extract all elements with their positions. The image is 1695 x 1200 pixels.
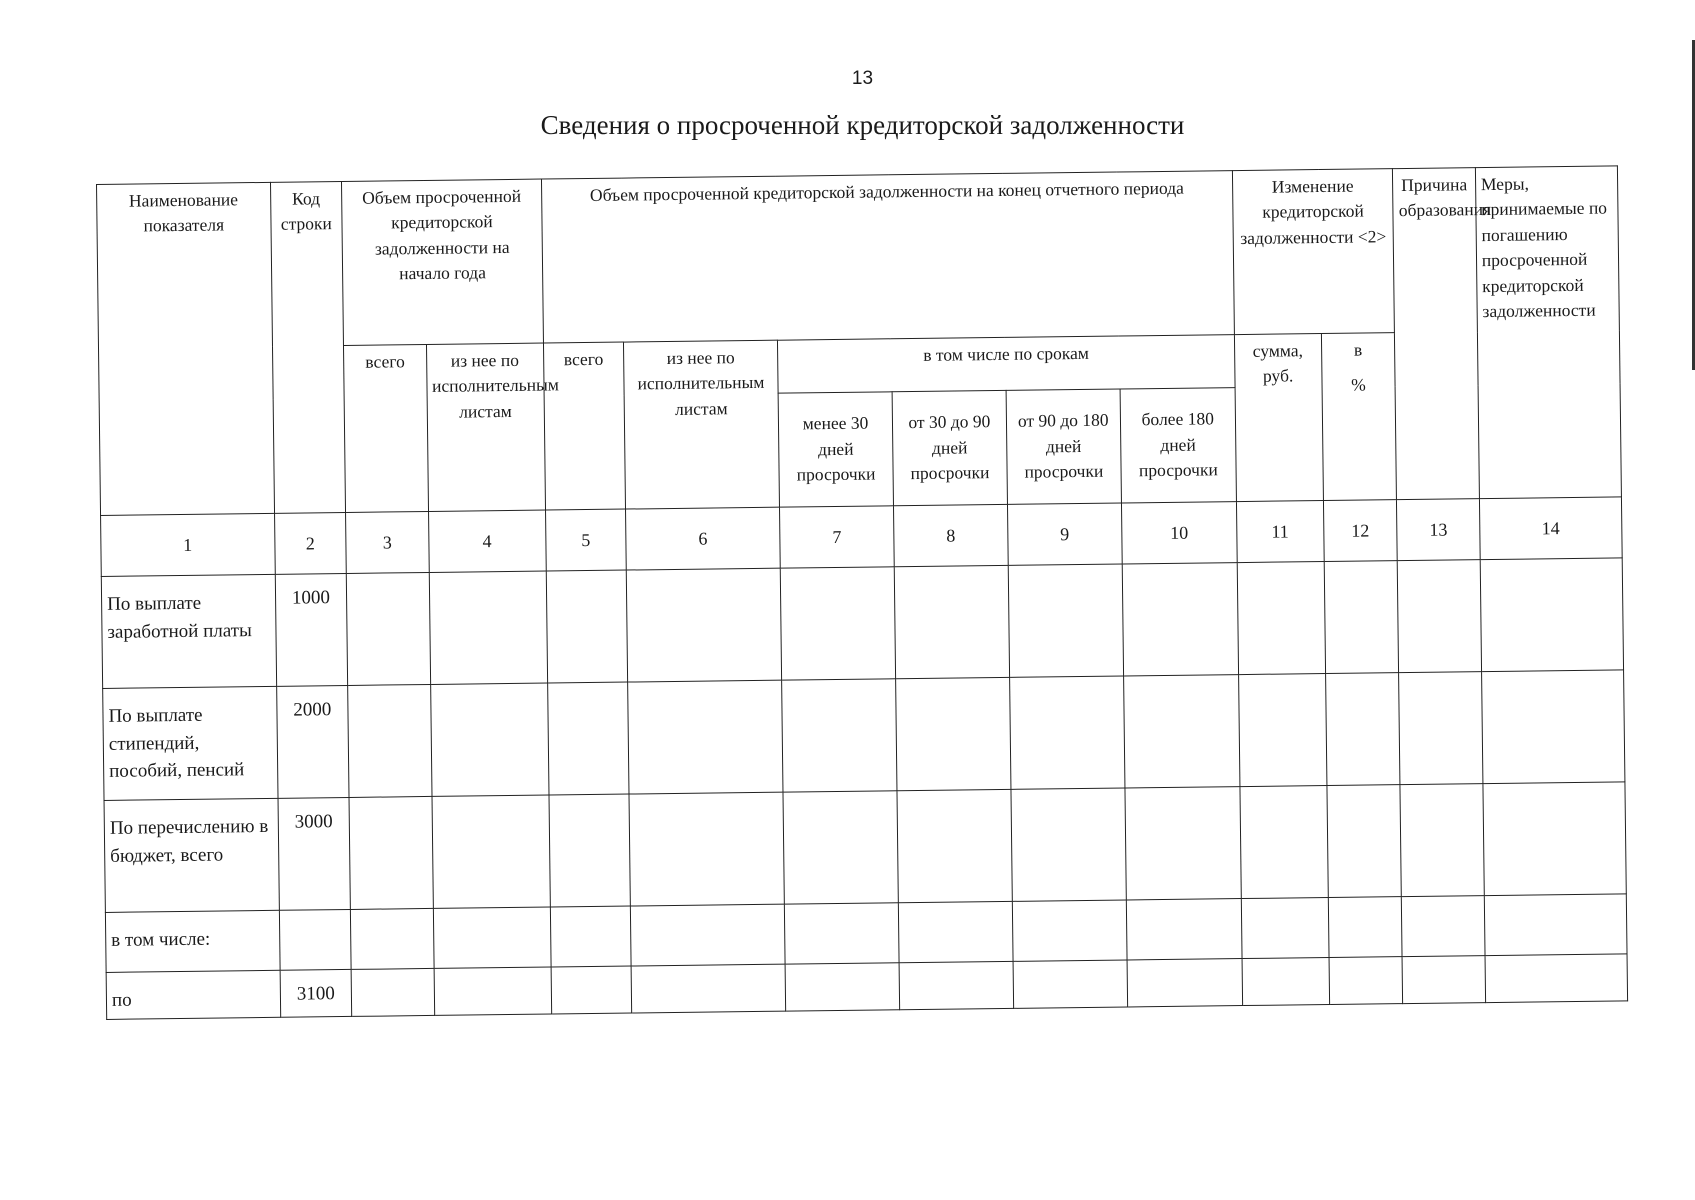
header-end-volume: Объем просроченной кредиторской задолженности на конец отчетного периода (541, 171, 1234, 343)
table-row (101, 558, 1623, 689)
column-number: 9 (1007, 503, 1122, 565)
header-writs-end: из нее по исполнительным листам (623, 340, 779, 509)
empty-cell (1481, 670, 1625, 784)
empty-cell (630, 904, 785, 966)
empty-cell (351, 968, 434, 1016)
row-code: 3100 (280, 969, 352, 1016)
empty-cell (898, 901, 1013, 962)
empty-cell (896, 677, 1011, 790)
empty-cell (1483, 782, 1627, 896)
page-number: 13 (851, 68, 874, 89)
header-total-end: всего (543, 342, 625, 510)
row-name: По выплате стипендий, пособий, пенсий (103, 686, 278, 800)
column-number: 6 (626, 507, 781, 570)
page-title: Сведения о просроченной кредиторской задолженности (540, 110, 1185, 140)
column-number: 5 (545, 509, 626, 571)
empty-cell (1328, 897, 1402, 958)
row-name: По выплате заработной платы (101, 574, 276, 688)
empty-cell (1325, 673, 1400, 786)
header-total-start: всего (344, 344, 428, 512)
empty-cell (346, 572, 430, 685)
header-percent-sign: % (1351, 374, 1366, 396)
header-change: Изменение кредиторской задолженности <2> (1232, 169, 1395, 335)
empty-cell (547, 682, 629, 795)
empty-cell (1012, 900, 1127, 961)
column-number: 7 (780, 506, 895, 568)
empty-cell (897, 789, 1012, 902)
empty-cell (629, 792, 784, 906)
column-number: 12 (1323, 500, 1398, 562)
header-sum-rub: сумма, руб. (1234, 334, 1323, 502)
header-percent-label: в (1353, 339, 1363, 360)
empty-cell (550, 906, 631, 967)
empty-cell (546, 570, 628, 683)
empty-cell (433, 907, 551, 968)
empty-cell (1400, 784, 1484, 897)
empty-cell (429, 571, 548, 684)
empty-cell (551, 966, 632, 1014)
column-number: 11 (1236, 501, 1324, 563)
empty-cell (1126, 899, 1242, 960)
empty-cell (351, 908, 434, 969)
empty-cell (1009, 676, 1124, 789)
empty-cell (1122, 563, 1238, 676)
column-number: 8 (893, 504, 1008, 566)
empty-cell (1008, 564, 1123, 677)
empty-cell (1011, 788, 1126, 901)
empty-cell (1240, 786, 1328, 899)
header-start-volume: Объем просроченной кредиторской задолженности на начало года (342, 179, 544, 345)
empty-cell (1480, 558, 1624, 672)
empty-cell (348, 684, 432, 797)
header-measures: Меры, принимаемые по погашению просроченной кредиторской задолженности (1475, 166, 1621, 499)
row-name: По перечислению в бюджет, всего (104, 798, 279, 912)
column-number: 1 (101, 513, 275, 576)
header-writs-start: из нее по исполнительным листам (426, 343, 545, 511)
header-name: Наименование показателя (97, 182, 275, 515)
empty-cell (1324, 561, 1399, 674)
empty-cell (780, 567, 895, 680)
column-number: 4 (428, 510, 546, 572)
column-number: 13 (1397, 499, 1480, 561)
empty-cell (1241, 898, 1329, 959)
empty-cell (899, 961, 1013, 1009)
empty-cell (432, 795, 551, 908)
column-number: 2 (274, 512, 346, 574)
column-number: 14 (1479, 497, 1622, 560)
empty-cell (1402, 956, 1485, 1004)
overdue-debt-table (96, 165, 1628, 1019)
empty-cell (631, 964, 786, 1012)
empty-cell (785, 963, 899, 1011)
row-name: в том числе: (105, 910, 279, 972)
row-code: 2000 (276, 685, 349, 798)
empty-cell (349, 796, 433, 909)
empty-cell (430, 683, 549, 796)
row-code: 1000 (275, 573, 348, 686)
empty-cell (1485, 954, 1628, 1002)
empty-cell (894, 565, 1009, 678)
header-term-over-180: более 180 дней просрочки (1120, 388, 1236, 503)
empty-cell (626, 568, 781, 682)
header-by-terms: в том числе по срокам (778, 335, 1235, 394)
empty-cell (782, 679, 897, 792)
column-number: 10 (1121, 502, 1237, 564)
empty-cell (434, 967, 552, 1015)
header-term-30-90: от 30 до 90 дней просрочки (892, 390, 1007, 505)
empty-cell (1237, 562, 1325, 675)
table-row (104, 782, 1626, 913)
table-wrapper (96, 165, 1628, 1019)
header-reason: Причина образования (1393, 168, 1479, 500)
empty-cell (1327, 785, 1402, 898)
empty-cell (1399, 672, 1483, 785)
empty-cell (1238, 674, 1326, 787)
row-name: по (106, 970, 280, 1019)
header-term-90-180: от 90 до 180 дней просрочки (1006, 389, 1121, 504)
empty-cell (1398, 560, 1482, 673)
column-number: 3 (346, 511, 429, 573)
table-row (103, 670, 1625, 801)
empty-cell (1127, 959, 1243, 1007)
empty-cell (1013, 960, 1127, 1008)
header-percent (1321, 333, 1397, 501)
row-code: 3000 (278, 797, 351, 910)
empty-cell (1402, 896, 1485, 957)
empty-cell (783, 791, 898, 904)
empty-cell (628, 680, 783, 794)
header-term-under-30: менее 30 дней просрочки (778, 392, 893, 507)
empty-cell (1329, 957, 1403, 1004)
empty-cell (1123, 675, 1239, 788)
header-code: Код строки (270, 181, 346, 513)
empty-cell (1484, 894, 1627, 956)
empty-cell (784, 903, 899, 964)
empty-cell (1242, 957, 1329, 1005)
empty-cell (549, 794, 631, 907)
empty-cell (1125, 787, 1241, 900)
row-code (279, 909, 351, 970)
